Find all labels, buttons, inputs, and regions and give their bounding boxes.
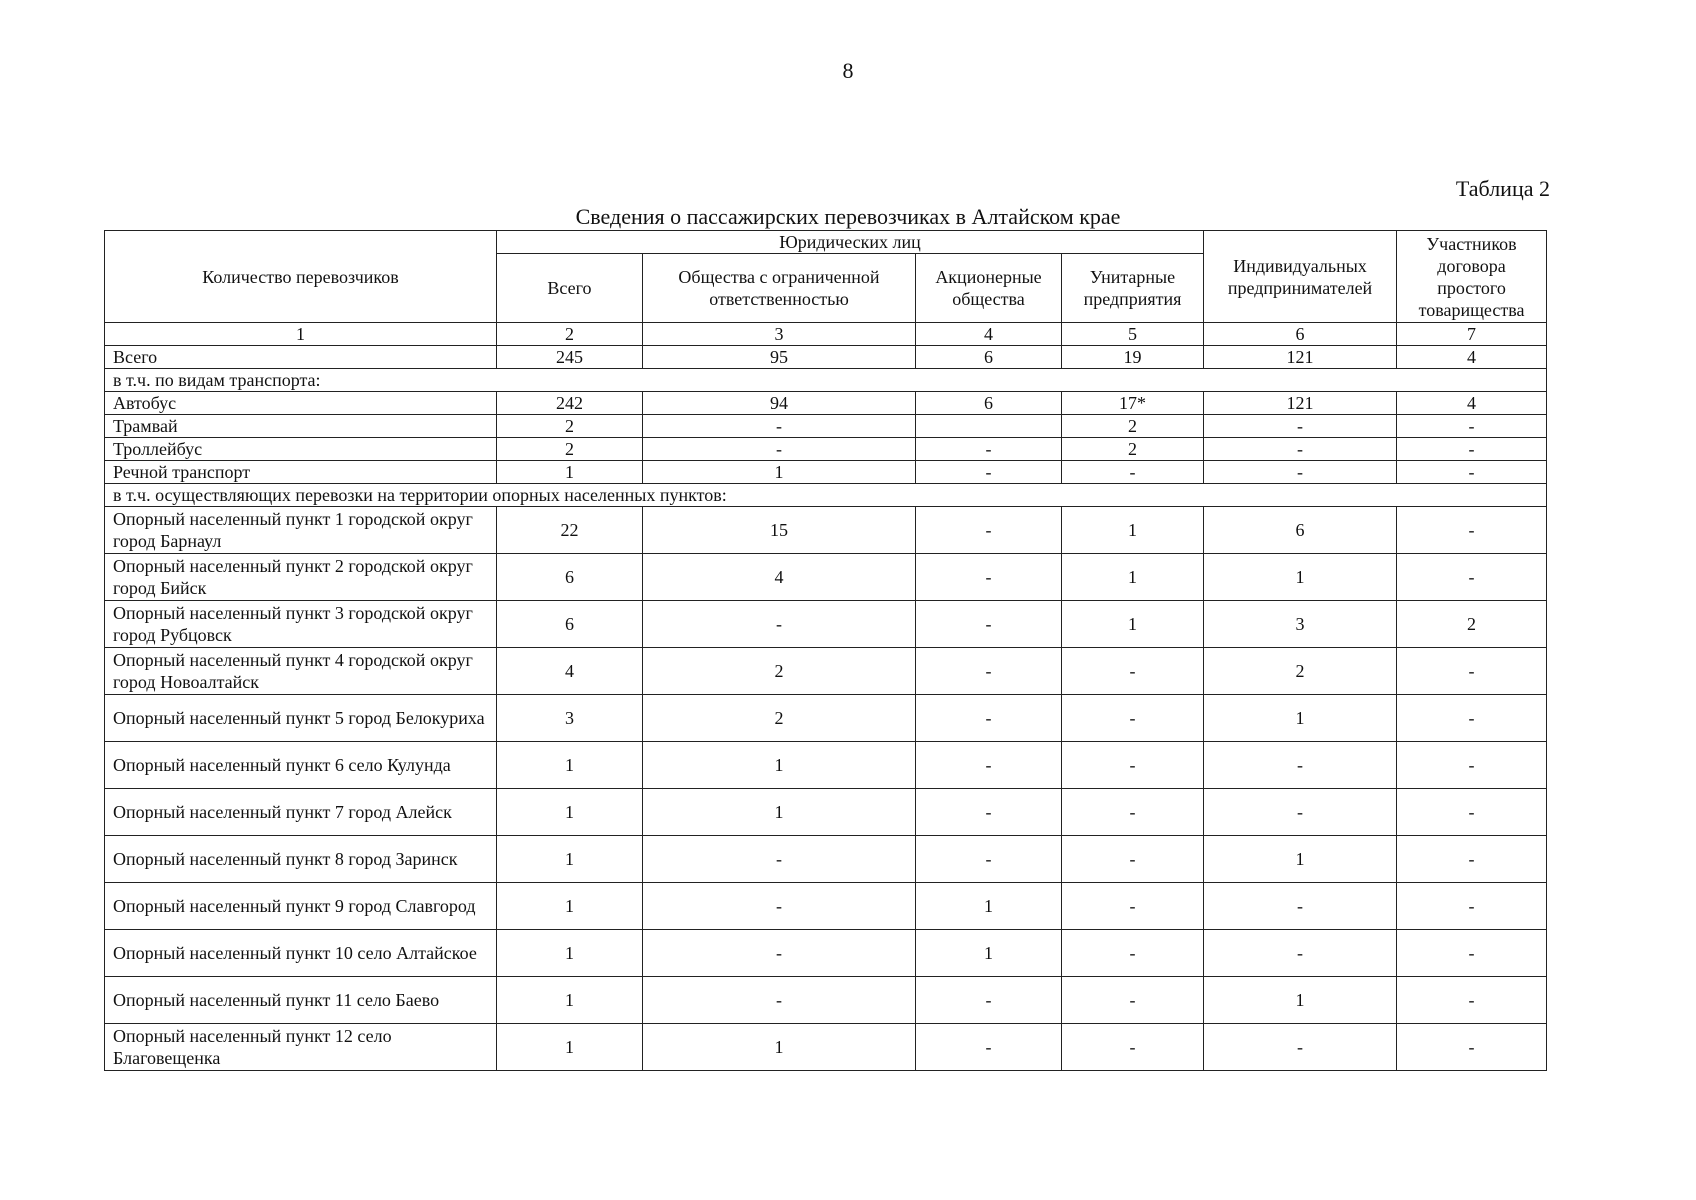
table-cell: - [1397,836,1547,883]
row-label-cell: Речной транспорт [105,461,497,484]
table-cell: - [916,601,1062,648]
table-cell: - [916,789,1062,836]
table-cell: - [1062,742,1204,789]
row-label-cell: Опорный населенный пункт 8 город Заринск [105,836,497,883]
table-cell: 7 [1397,323,1547,346]
table-title: Сведения о пассажирских перевозчиках в Алтайском крае [575,204,1121,229]
settlement-row [105,648,1547,695]
table-cell: - [1397,695,1547,742]
table-cell: - [1397,415,1547,438]
table-cell: - [1397,977,1547,1024]
row-label-cell: Опорный населенный пункт 3 городской округ город Рубцовск [105,601,497,648]
header-row-1 [105,231,1547,254]
table-cell: - [643,415,916,438]
table-cell: 4 [497,648,643,695]
table-cell: 95 [643,346,916,369]
table-cell: - [643,601,916,648]
header-carrier-count: Количество перевозчиков [105,231,497,323]
table-cell: 6 [1204,323,1397,346]
table-cell: - [1397,438,1547,461]
row-label-cell: Опорный населенный пункт 6 село Кулунда [105,742,497,789]
table-body [105,323,1547,1071]
table-cell: 2 [1062,415,1204,438]
header-legal-entities: Юридических лиц [497,231,1204,254]
table-cell: - [1062,836,1204,883]
table-cell: 94 [643,392,916,415]
table-cell: 3 [497,695,643,742]
page-number: 8 [842,58,854,83]
carriers-table-wrapper [104,230,1546,1071]
table-cell: - [1204,461,1397,484]
column-index-row [105,323,1547,346]
table-cell: - [643,930,916,977]
table-cell: 2 [1062,438,1204,461]
table-cell: - [916,507,1062,554]
table-cell: 4 [916,323,1062,346]
table-cell: - [1062,883,1204,930]
section-transport-types [105,369,1547,392]
table-cell: 2 [497,438,643,461]
row-label-cell: Троллейбус [105,438,497,461]
row-label-cell: Трамвай [105,415,497,438]
table-cell: - [643,438,916,461]
settlement-row [105,601,1547,648]
table-cell: - [643,977,916,1024]
transport-row [105,392,1547,415]
settlement-row [105,977,1547,1024]
header-legal-total: Всего [497,254,643,323]
table-cell: - [1397,742,1547,789]
header-unitary: Унитарные предприятия [1062,254,1204,323]
table-cell: - [1397,461,1547,484]
table-cell: 4 [643,554,916,601]
table-cell: 1 [643,461,916,484]
table-cell: 3 [643,323,916,346]
transport-row [105,415,1547,438]
header-partnership: Участников договора простого товарищества [1397,231,1547,323]
table-cell: - [1397,789,1547,836]
table-cell: - [1397,554,1547,601]
header-llc: Общества с ограниченной ответственностью [643,254,916,323]
table-cell: 17* [1062,392,1204,415]
table-cell: - [643,883,916,930]
table-cell: - [1204,415,1397,438]
table-cell: - [916,742,1062,789]
settlement-row [105,742,1547,789]
table-cell: 22 [497,507,643,554]
table-cell: 1 [497,930,643,977]
table-cell: 1 [1204,554,1397,601]
settlement-row [105,695,1547,742]
table-cell: 121 [1204,392,1397,415]
table-cell: 6 [497,601,643,648]
table-cell: - [1397,507,1547,554]
table-cell: - [1062,648,1204,695]
table-cell: - [916,695,1062,742]
table-cell: - [916,461,1062,484]
settlement-row [105,1024,1547,1071]
table-cell: 6 [1204,507,1397,554]
table-cell: - [916,554,1062,601]
table-cell: - [1062,789,1204,836]
table-cell: - [1062,461,1204,484]
table-cell: 121 [1204,346,1397,369]
settlement-row [105,554,1547,601]
table-cell: 1 [916,930,1062,977]
row-label-cell: Опорный населенный пункт 5 город Белокуриха [105,695,497,742]
header-individual-entrepreneurs: Индивидуальных предпринимателей [1204,231,1397,323]
table-cell: 1 [643,1024,916,1071]
table-cell: - [1397,1024,1547,1071]
table-cell: 6 [916,346,1062,369]
row-label-cell: Опорный населенный пункт 9 город Славгород [105,883,497,930]
table-cell: 1 [1204,977,1397,1024]
table-cell: - [1062,695,1204,742]
table-cell: - [1397,648,1547,695]
table-cell: 1 [497,883,643,930]
row-label-cell: Автобус [105,392,497,415]
table-cell: 6 [916,392,1062,415]
row-label-cell: Опорный населенный пункт 10 село Алтайское [105,930,497,977]
table-cell: 1 [643,789,916,836]
section-heading: в т.ч. осуществляющих перевозки на территории опорных населенных пунктов: [105,484,1547,507]
row-label-cell: Опорный населенный пункт 11 село Баево [105,977,497,1024]
table-cell: 3 [1204,601,1397,648]
table-cell: - [1062,1024,1204,1071]
table-cell: 2 [643,648,916,695]
settlement-row [105,930,1547,977]
table-cell: 1 [497,1024,643,1071]
table-cell: - [1062,977,1204,1024]
table-cell [916,415,1062,438]
total-row [105,346,1547,369]
table-cell: - [643,836,916,883]
table-cell: - [1062,930,1204,977]
table-cell: - [1397,930,1547,977]
header-jsc: Акционерные общества [916,254,1062,323]
row-label-cell: Всего [105,346,497,369]
table-cell: 1 [497,461,643,484]
table-cell: 4 [1397,392,1547,415]
table-cell: 245 [497,346,643,369]
table-cell: - [916,836,1062,883]
table-cell: - [1204,883,1397,930]
transport-row [105,461,1547,484]
row-label-cell: Опорный населенный пункт 4 городской округ город Новоалтайск [105,648,497,695]
row-label-cell: Опорный населенный пункт 7 город Алейск [105,789,497,836]
table-cell: 1 [497,836,643,883]
table-cell: 2 [643,695,916,742]
table-cell: 2 [497,415,643,438]
table-cell: 1 [916,883,1062,930]
table-cell: - [916,438,1062,461]
table-cell: 1 [1062,601,1204,648]
table-cell: - [1204,438,1397,461]
table-cell: - [1397,883,1547,930]
table-cell: 2 [1397,601,1547,648]
settlement-row [105,507,1547,554]
table-cell: 1 [1204,836,1397,883]
table-cell: 19 [1062,346,1204,369]
table-cell: - [1204,1024,1397,1071]
table-cell: 1 [497,789,643,836]
table-cell: 15 [643,507,916,554]
table-cell: 6 [497,554,643,601]
table-cell: 1 [105,323,497,346]
table-cell: - [1204,789,1397,836]
table-cell: - [1204,930,1397,977]
section-settlements [105,484,1547,507]
row-label-cell: Опорный населенный пункт 2 городской округ город Бийск [105,554,497,601]
table-cell: - [916,977,1062,1024]
table-cell: 2 [1204,648,1397,695]
table-cell: 242 [497,392,643,415]
table-cell: - [916,1024,1062,1071]
table-cell: - [1204,742,1397,789]
table-label: Таблица 2 [1455,176,1550,201]
row-label-cell: Опорный населенный пункт 1 городской округ город Барнаул [105,507,497,554]
table-cell: 5 [1062,323,1204,346]
carriers-table [104,230,1547,1071]
table-cell: 1 [1062,507,1204,554]
table-cell: 4 [1397,346,1547,369]
table-cell: - [916,648,1062,695]
row-label-cell: Опорный населенный пункт 12 село Благовещенка [105,1024,497,1071]
table-cell: 2 [497,323,643,346]
table-cell: 1 [497,977,643,1024]
table-cell: 1 [497,742,643,789]
table-cell: 1 [643,742,916,789]
table-cell: 1 [1204,695,1397,742]
settlement-row [105,789,1547,836]
table-cell: 1 [1062,554,1204,601]
transport-row [105,438,1547,461]
settlement-row [105,883,1547,930]
settlement-row [105,836,1547,883]
section-heading: в т.ч. по видам транспорта: [105,369,1547,392]
